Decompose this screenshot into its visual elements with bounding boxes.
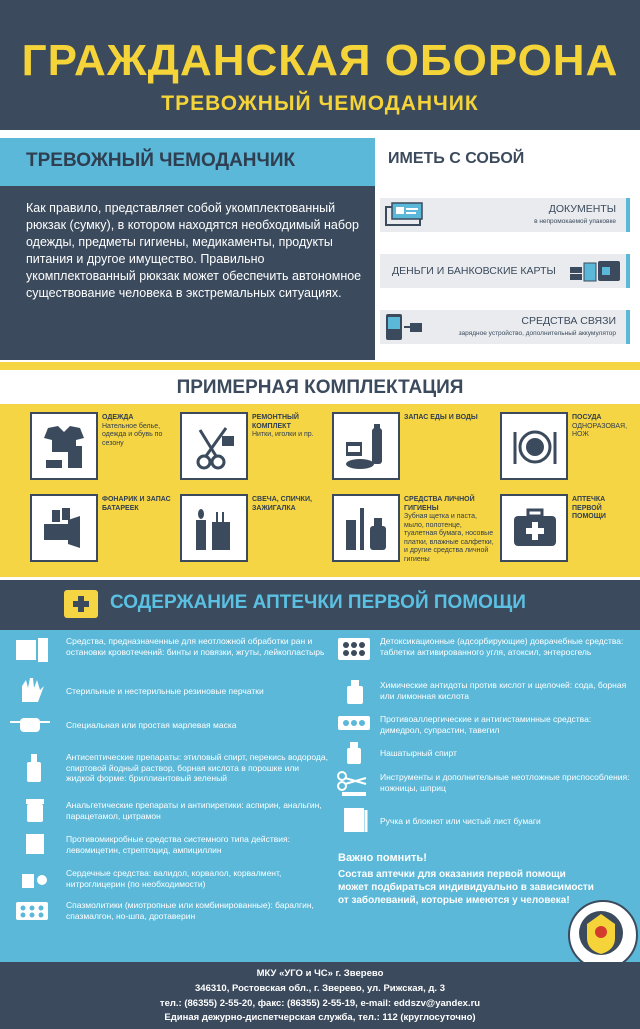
have-item-documents <box>380 198 630 232</box>
kit-label <box>252 414 332 440</box>
aid-heading: СОДЕРЖАНИЕ АПТЕЧКИ ПЕРВОЙ ПОМОЩИ <box>110 592 526 613</box>
footer <box>0 962 640 1029</box>
emblem-seal <box>568 900 638 962</box>
kit-label-title: СРЕДСТВА ЛИЧНОЙ ГИГИЕНЫ <box>404 496 475 512</box>
have-item-sub: зарядное устройство, дополнительный аккумулятор <box>458 330 616 337</box>
kit-label <box>404 414 484 423</box>
ammonia-bottle-icon <box>344 740 364 769</box>
kit-label <box>102 414 182 448</box>
aid-left-item: Противомикробные средства системного типа действия: левомицетин, стрептоцид, ампициллин <box>66 834 291 855</box>
kit-tile-food <box>332 412 400 480</box>
have-item-communication <box>380 310 630 344</box>
kit-heading-bar <box>0 370 640 404</box>
have-heading: ИМЕТЬ С СОБОЙ <box>388 150 525 167</box>
page-subtitle: ТРЕВОЖНЫЙ ЧЕМОДАНЧИК <box>161 92 479 115</box>
aid-left-item: Стерильные и нестерильные резиновые перчатки <box>66 686 264 696</box>
sewing-kit-icon <box>190 422 240 472</box>
intro-text-panel <box>0 186 375 360</box>
bandage-icon <box>14 636 50 669</box>
notebook-pen-icon <box>340 806 370 839</box>
kit-label-sub: Нательное белье, одежда и обувь по сезону <box>102 422 163 447</box>
kit-label-title: ПОСУДА <box>572 414 602 421</box>
pills-bottle-icon <box>24 798 46 827</box>
first-aid-kit-icon <box>510 504 560 554</box>
footer-contacts: тел.: (86355) 2-55-20, факс: (86355) 2-55-19, e-mail: eddszv@yandex.ru <box>159 998 481 1009</box>
food-water-icon <box>342 422 392 472</box>
kit-label-title: ОДЕЖДА <box>102 414 134 421</box>
have-item-sub: в непромокаемой упаковке <box>534 218 616 225</box>
aid-heading-bar <box>0 580 640 630</box>
candle-icon <box>190 504 240 554</box>
hygiene-icon <box>342 504 392 554</box>
antiseptic-bottle-icon <box>24 752 44 787</box>
money-icon <box>568 257 622 285</box>
aid-right-item: Противоаллергические и антигистаминные средства: димедрол, супрастин, тавегил <box>380 714 592 735</box>
kit-heading: ПРИМЕРНАЯ КОМПЛЕКТАЦИЯ <box>176 377 464 398</box>
have-item-label: ДЕНЬГИ И БАНКОВСКИЕ КАРТЫ <box>392 265 556 277</box>
kit-label <box>572 414 634 440</box>
have-item-money <box>380 254 630 288</box>
antihistamine-blister-icon <box>336 714 372 737</box>
kit-tile-sewing <box>180 412 248 480</box>
kit-label <box>572 496 634 522</box>
kit-tile-first-aid <box>500 494 568 562</box>
aid-left-item: Антисептические препараты: этиловый спирт, перекись водорода, спиртовой йодный раствор, борная кислота в порошке или жидкой форме: бриллиантовый зеленый <box>66 752 328 783</box>
aid-right-item: Инструменты и дополнительные неотложные приспособления: ножницы, шприц <box>380 772 630 793</box>
have-item-label: ДОКУМЕНТЫ <box>548 203 616 215</box>
kit-label-sub: Нитки, иголки и пр. <box>252 431 314 438</box>
kit-tile-clothes <box>30 412 98 480</box>
medicine-box-icon <box>24 832 46 861</box>
kit-label <box>252 496 332 513</box>
footer-address: 346310, Ростовская обл., г. Зверево, ул. Рижская, д. 3 <box>195 983 445 994</box>
kit-label-sub: Зубная щетка и паста, мыло, полотенце, туалетная бумага, носовые платки, влажные салфетки, и другие средства личной гигиены <box>404 513 494 563</box>
documents-icon <box>384 201 426 229</box>
mask-icon <box>10 714 50 741</box>
kit-label-title: АПТЕЧКА ПЕРВОЙ ПОМОЩИ <box>572 496 606 520</box>
kit-label <box>404 496 496 564</box>
kit-section <box>0 362 640 577</box>
aid-right-item: Химические антидоты против кислот и щелочей: сода, борная или лимонная кислота <box>380 680 627 701</box>
aid-left-item: Анальгетические препараты и антипиретики: аспирин, анальгин, парацетамол, цитрамон <box>66 800 322 821</box>
kit-label <box>102 496 182 513</box>
gloves-icon <box>18 676 48 709</box>
have-item-label: СРЕДСТВА СВЯЗИ <box>521 315 616 327</box>
first-aid-kit-icon <box>64 590 98 618</box>
intro-heading-band <box>0 138 375 186</box>
warning-title: Важно помнить! <box>338 852 427 864</box>
intro-heading: ТРЕВОЖНЫЙ ЧЕМОДАНЧИК <box>26 150 296 171</box>
scissors-syringe-icon <box>336 770 372 803</box>
kit-label-sub: ОДНОРАЗОВАЯ, НОЖ <box>572 422 628 438</box>
kit-tile-flashlight <box>30 494 98 562</box>
aid-section <box>0 630 640 962</box>
kit-tile-candle <box>180 494 248 562</box>
blister-icon <box>14 900 50 927</box>
dishes-icon <box>510 422 560 472</box>
kit-tile-hygiene <box>332 494 400 562</box>
aid-left-item: Спазмолитики (миотропные или комбинированные): баралгин, спазмалгон, но-шпа, дротаверин <box>66 900 314 921</box>
kit-label-title: ЗАПАС ЕДЫ И ВОДЫ <box>404 414 478 421</box>
kit-label-title: РЕМОНТНЫЙ КОМПЛЕКТ <box>252 414 299 430</box>
emblem-icon <box>570 902 632 962</box>
clothes-icon <box>40 422 90 472</box>
aid-left-item: Средства, предназначенные для неотложной обработки ран и остановки кровотечений: бинты и повязки, жгуты, лейкопластырь <box>66 636 325 657</box>
capsules-icon <box>20 868 50 895</box>
charcoal-tablets-icon <box>336 636 372 667</box>
flashlight-icon <box>40 504 90 554</box>
aid-right-item: Нашатырный спирт <box>380 748 457 758</box>
aid-left-item: Специальная или простая марлевая маска <box>66 720 237 730</box>
aid-left-item: Сердечные средства: валидол, корвалол, корвалмент, нитроглицерин (по необходимости) <box>66 868 282 889</box>
phone-icon <box>384 313 426 341</box>
aid-right-item: Детоксикационные (адсорбирующие) доврачебные средства: таблетки активированного угля, атоксил, энтеросгель <box>380 636 624 657</box>
intro-text: Как правило, представляет собой укомплектованный рюкзак (сумку), в котором находятся необходимый набор одежды, предметы гигиены, медикаменты, продукты питания и другое имущество. Правильно укомплектованный рюкзак может обеспечить автономное существование человека в экстремальных ситуациях. <box>26 201 362 300</box>
footer-dispatch: Единая дежурно-диспетчерская служба, тел.: 112 (круглосуточно) <box>164 1012 476 1023</box>
aid-right-item: Ручка и блокнот или чистый лист бумаги <box>380 816 541 826</box>
header <box>0 0 640 130</box>
intro-section <box>0 130 640 360</box>
warning-text: Состав аптечки для оказания первой помощи может подбираться индивидуально в зависимости от заболеваний, которые имеются у человека! <box>338 869 594 906</box>
kit-label-title: СВЕЧА, СПИЧКИ, ЗАЖИГАЛКА <box>252 496 312 512</box>
antidote-bottle-icon <box>344 678 366 709</box>
kit-label-title: ФОНАРИК И ЗАПАС БАТАРЕЕК <box>102 496 171 512</box>
footer-org: МКУ «УГО и ЧС» г. Зверево <box>256 968 384 979</box>
kit-tile-dishes <box>500 412 568 480</box>
page-title: ГРАЖДАНСКАЯ ОБОРОНА <box>21 36 619 85</box>
